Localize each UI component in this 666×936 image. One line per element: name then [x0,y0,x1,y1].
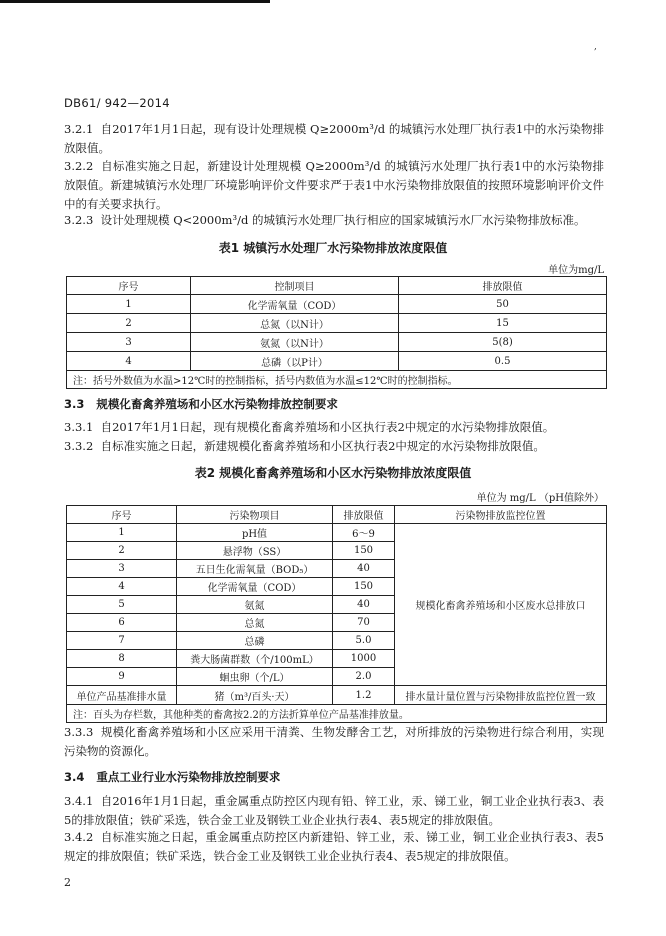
table-cell: 8 [67,650,177,668]
table-cell: 化学需氧量（COD） [177,578,333,596]
section-3-3-heading: 3.3 规模化畜禽养殖场和小区水污染物排放控制要求 [64,397,338,411]
table-cell: 悬浮物（SS） [177,542,333,560]
table-cell: 40 [333,596,395,614]
table-cell: 0.5 [399,352,607,371]
table1-note-row [67,371,607,389]
table1-note: 注：括号外数值为水温>12℃时的控制指标，括号内数值为水温≤12℃时的控制指标。 [67,371,607,389]
table2-header-cell: 污染物排放监控位置 [395,506,607,524]
table2-header-cell: 排放限值 [333,506,395,524]
table-row [67,686,607,705]
table-cell: 2.0 [333,668,395,686]
table-cell: 15 [399,314,607,333]
clause-3-4-2: 3.4.2 自标准实施之日起，重金属重点防控区内新建铅、锌工业，汞、锑工业，铜工业企业执行表3、表5规定的排放限值；铁矿采选，铁合金工业及钢铁工业企业执行表4、表5规定的排放限值。 [64,830,604,863]
table2-unit: 单位为 mg/L （pH值除外） [476,493,604,504]
table2-header-cell: 序号 [67,506,177,524]
table2-title: 表2 规模化畜禽养殖场和小区水污染物排放浓度限值 [194,466,472,480]
table1-unit: 单位为mg/L [548,265,604,276]
corner-mark: , [594,42,597,52]
table-cell: 2 [67,314,191,333]
top-rule [0,0,270,3]
table-row [67,333,607,352]
table1-header-row [67,277,607,295]
table-cell: 6～9 [333,524,395,542]
table-cell: 9 [67,668,177,686]
clause-3-4-1: 3.4.1 自2016年1月1日起，重金属重点防控区内现有铅、锌工业，汞、锑工业，铜工业企业执行表3、表5的排放限值；铁矿采选，铁合金工业及钢铁工业企业执行表4、表5规定的排放限值。 [64,794,604,827]
table-cell: 6 [67,614,177,632]
table-cell: 粪大肠菌群数（个/100mL） [177,650,333,668]
table-cell: 蛔虫卵（个/L） [177,668,333,686]
table-cell: 猪（m³/百头·天） [177,686,333,705]
table-cell: 五日生化需氧量（BOD₅） [177,560,333,578]
section-3-4-heading: 3.4 重点工业行业水污染物排放控制要求 [64,770,281,784]
table-cell: 3 [67,560,177,578]
table2 [66,505,607,723]
table-cell: 氨氮（以N计） [191,333,399,352]
table1-header-cell: 序号 [67,277,191,295]
table-row [67,314,607,333]
table1-title: 表1 城镇污水处理厂水污染物排放浓度限值 [218,241,448,255]
table-cell: 总磷 [177,632,333,650]
table-cell: 70 [333,614,395,632]
table-row [67,295,607,314]
table-cell: 4 [67,352,191,371]
table-cell: 2 [67,542,177,560]
table2-note: 注：百头为存栏数，其他种类的畜禽按2.2的方法折算单位产品基准排放量。 [67,705,607,723]
table-cell: 排水量计量位置与污染物排放监控位置一致 [395,686,607,705]
clause-3-3-1: 3.3.1 自2017年1月1日起，现有规模化畜禽养殖场和小区执行表2中规定的水污染物排放限值。 [64,420,555,434]
table-cell: 1 [67,524,177,542]
table-cell: 150 [333,578,395,596]
table-row [67,524,607,542]
standard-code: DB61/ 942—2014 [64,96,170,110]
table-cell: 5.0 [333,632,395,650]
table-cell: 氨氮 [177,596,333,614]
table-cell: pH值 [177,524,333,542]
table-cell: 50 [399,295,607,314]
table-cell: 7 [67,632,177,650]
clause-3-3-3: 3.3.3 规模化畜禽养殖场和小区应采用干清粪、生物发酵舍工艺，对所排放的污染物进行综合利用，实现污染物的资源化。 [64,725,604,758]
table1 [66,276,607,389]
table-cell: 150 [333,542,395,560]
clause-3-2-2: 3.2.2 自标准实施之日起，新建设计处理规模 Q≥2000m³/d 的城镇污水处理厂执行表1中的水污染物排放限值。新建城镇污水处理厂环境影响评价文件要求严于表1中水污染物排放限值的按照环境影响评价文件中的有关要求执行。 [64,159,604,211]
clause-3-2-1: 3.2.1 自2017年1月1日起，现有设计处理规模 Q≥2000m³/d 的城镇污水处理厂执行表1中的水污染物排放限值。 [64,122,604,155]
table-cell: 总氮 [177,614,333,632]
table-row [67,352,607,371]
monitor-location-cell: 规模化畜禽养殖场和小区废水总排放口 [395,524,607,686]
table1-header-cell: 排放限值 [399,277,607,295]
table-cell: 5 [67,596,177,614]
page-number: 2 [64,876,71,889]
table2-header-cell: 污染物项目 [177,506,333,524]
table-cell: 1 [67,295,191,314]
table-cell: 1.2 [333,686,395,705]
table2-note-row [67,705,607,723]
table-cell: 总磷（以P计） [191,352,399,371]
table-cell: 4 [67,578,177,596]
clause-3-3-2: 3.3.2 自标准实施之日起，新建规模化畜禽养殖场和小区执行表2中规定的水污染物排放限值。 [64,439,545,453]
table-cell: 化学需氧量（COD） [191,295,399,314]
table-cell: 总氮（以N计） [191,314,399,333]
clause-3-2-3: 3.2.3 设计处理规模 Q<2000m³/d 的城镇污水处理厂执行相应的国家城镇污水厂水污染物排放标准。 [64,213,586,227]
table2-header-row [67,506,607,524]
table-cell: 1000 [333,650,395,668]
table-cell: 5(8) [399,333,607,352]
table-cell: 3 [67,333,191,352]
table-cell: 40 [333,560,395,578]
table-cell: 单位产品基准排水量 [67,686,177,705]
table1-header-cell: 控制项目 [191,277,399,295]
